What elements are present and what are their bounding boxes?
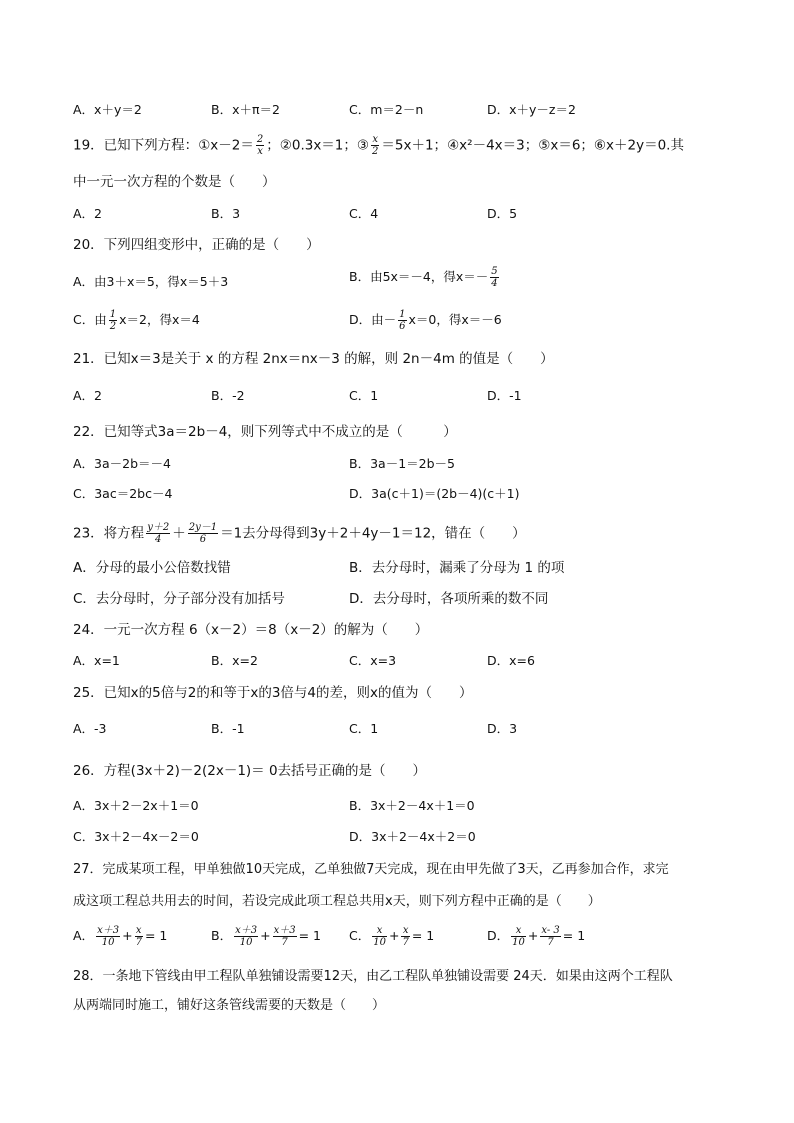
q18-option-b: B．x＋π＝2 (211, 102, 280, 117)
q21-option-b: B．-2 (211, 388, 245, 403)
q20-option-b-text: B．由5x＝－4，得x＝－ (349, 269, 489, 284)
q21-option-a: A．2 (73, 388, 103, 403)
q27-option-a-denominator-2: 7 (135, 937, 142, 948)
q27-option-a-numerator-1: x＋3 (97, 925, 120, 936)
q27-option-b-numerator-2: x＋3 (273, 925, 296, 936)
q27-option-c-denominator-1: 10 (373, 937, 386, 948)
q20-option-c-lead: C．由 (73, 312, 107, 327)
q27-option-b-denominator-2: 7 (281, 937, 288, 948)
q27-option-c-plus: + (388, 928, 400, 943)
q27-option-a-plus: + (122, 928, 133, 943)
q24-option-d: D．x=6 (487, 653, 535, 668)
q20-option-c (73, 309, 200, 332)
q20-stem: 20．下列四组变形中，正确的是（ ） (73, 237, 320, 253)
q20-option-d-numerator: 1 (399, 309, 406, 320)
q20-option-d-lead: D．由－ (349, 312, 397, 327)
q25-stem: 25．已知x的5倍与2的和等于x的3倍与4的差，则x的值为（ ） (73, 685, 473, 701)
q21-option-c: C．1 (349, 388, 379, 403)
q20-option-b-numerator: 5 (491, 266, 498, 277)
q19-eq3-fraction (371, 134, 379, 157)
q27-option-a-fraction-1 (96, 925, 120, 948)
q18-option-a: A．x＋y＝2 (73, 102, 142, 117)
q27-option-d (487, 925, 585, 948)
q27-option-a (73, 925, 167, 948)
q19-eq1-fraction (256, 134, 264, 157)
q19-eq3-rest: ＝5x＋1； (381, 137, 448, 154)
q26-option-b: B．3x＋2－4x＋1＝0 (349, 798, 475, 813)
q27-option-b-fraction-2 (273, 925, 297, 948)
q21-option-d: D．-1 (487, 388, 522, 403)
q25-option-a: A．-3 (73, 721, 107, 736)
q19-option-a: A．2 (73, 206, 103, 221)
q20-option-d-rest: x＝0，得x＝－6 (408, 312, 502, 327)
q27-option-c (349, 925, 434, 948)
q27-option-b-numerator-1: x＋3 (235, 925, 258, 936)
q19-eq2: ②0.3x＝1； (279, 137, 357, 154)
q24-option-a: A．x=1 (73, 653, 120, 668)
q27-option-b-plus: + (260, 928, 271, 943)
q19-eq4: ④x²－4x＝3； (447, 137, 539, 154)
q19-eq6: ⑥x＋2y＝0.其 (593, 137, 684, 154)
q20-option-b (349, 266, 501, 289)
q23-stem (73, 522, 526, 545)
q23-option-a: A．分母的最小公倍数找错 (73, 560, 231, 576)
q27-option-b-denominator-1: 10 (239, 937, 253, 948)
q27-option-b-fraction-1 (234, 925, 258, 948)
q24-option-c: C．x=3 (349, 653, 397, 668)
q19-eq1-denominator: x (257, 146, 263, 157)
q27-option-a-denominator-1: 10 (101, 937, 115, 948)
q20-option-c-numerator: 1 (109, 309, 117, 320)
q20-option-c-rest: x＝2，得x＝4 (119, 312, 200, 327)
q27-option-d-numerator-2: x- 3 (541, 925, 560, 936)
q27-option-c-numerator-2: x (402, 925, 409, 936)
q20-option-b-fraction (490, 266, 498, 289)
q19-option-b: B．3 (211, 206, 241, 221)
q27-option-d-fraction-1 (511, 925, 526, 948)
q19-stem-line2: 中一元一次方程的个数是（ ） (73, 174, 276, 190)
q27-option-d-denominator-2: 7 (547, 937, 554, 948)
q27-option-b-equals: = 1 (298, 928, 321, 943)
q27-option-c-equals: = 1 (411, 928, 435, 943)
q19-lead: 19．已知下列方程： (73, 137, 199, 154)
q27-option-d-numerator-1: x (511, 925, 526, 937)
q27-option-a-fraction-2 (135, 925, 143, 948)
q27-option-d-equals: = 1 (562, 928, 586, 943)
q24-stem: 24．一元一次方程 6（x－2）＝8（x－2）的解为（ ） (73, 622, 429, 638)
q18-option-d: D．x＋y－z＝2 (487, 102, 576, 117)
q19-eq3-numerator: x (372, 134, 379, 145)
q28-stem-line2: 从两端同时施工，铺好这条管线需要的天数是（ ） (73, 998, 386, 1013)
q26-option-c: C．3x＋2－4x－2＝0 (73, 829, 199, 844)
q21-stem: 21．已知x＝3是关于 x 的方程 2nx＝nx－3 的解，则 2n－4m 的值是（ ） (73, 351, 554, 367)
q27-option-c-numerator-1: x (372, 925, 387, 937)
q22-stem: 22．已知等式3a＝2b－4，则下列等式中不成立的是（ ） (73, 424, 457, 440)
q22-option-b: B．3a－1＝2b－5 (349, 456, 455, 471)
q22-option-c: C．3ac＝2bc－4 (73, 486, 173, 501)
q27-option-c-label: C． (349, 928, 371, 943)
q26-option-a: A．3x＋2－2x＋1＝0 (73, 798, 199, 813)
q22-option-d: D．3a(c＋1)＝(2b－4)(c＋1) (349, 486, 520, 501)
q20-option-a: A．由3＋x＝5，得x＝5＋3 (73, 274, 229, 289)
q23-fraction-1-numerator: y＋2 (147, 522, 170, 533)
q27-option-a-numerator-2: x (135, 925, 142, 936)
q27-stem-line2: 成这项工程总共用去的时间，若设完成此项工程总共用x天，则下列方程中正确的是（ ） (73, 894, 601, 909)
q27-option-d-fraction-2 (540, 925, 560, 948)
q23-fraction-2-numerator: 2y－1 (188, 522, 218, 533)
q27-option-c-fraction-2 (401, 925, 409, 948)
q27-option-c-denominator-2: 7 (402, 937, 409, 948)
q20-option-c-fraction (109, 309, 117, 332)
q23-fraction-2-denominator: 6 (199, 534, 207, 545)
q23-fraction-1 (146, 522, 170, 545)
q27-option-c-fraction-1 (372, 925, 387, 948)
q25-option-c: C．1 (349, 721, 379, 736)
q23-fraction-1-denominator: 4 (155, 534, 162, 545)
q19-eq1: ①x－2＝ (198, 137, 254, 154)
q27-stem-line1: 27．完成某项工程，甲单独做10天完成，乙单独做7天完成，现在由甲先做了3天，乙再参加合作，求完 (73, 862, 669, 877)
q27-option-a-label: A． (73, 928, 95, 943)
q26-option-d: D．3x＋2－4x＋2＝0 (349, 829, 476, 844)
q23-option-d: D．去分母时，各项所乘的数不同 (349, 591, 549, 607)
q28-stem-line1: 28．一条地下管线由甲工程队单独铺设需要12天，由乙工程队单独铺设需要 24天．如果由这两个工程队 (73, 969, 673, 984)
q19-eq3-denominator: 2 (372, 146, 379, 157)
q20-option-b-denominator: 4 (491, 278, 498, 289)
q27-option-d-denominator-1: 10 (512, 937, 525, 948)
q19-option-c: C．4 (349, 206, 379, 221)
q19-option-d: D．5 (487, 206, 518, 221)
q18-option-c: C．m＝2－n (349, 102, 424, 117)
q25-option-b: B．-1 (211, 721, 245, 736)
q23-option-b: B．去分母时，漏乘了分母为 1 的项 (349, 560, 565, 576)
q19-separator: ； (266, 137, 280, 154)
q19-eq5: ⑤x＝6； (538, 137, 594, 154)
q20-option-d-fraction (398, 309, 406, 332)
q19-eq3-marker: ③ (356, 137, 370, 154)
q26-stem: 26．方程(3x＋2)－2(2x－1)＝ 0去括号正确的是（ ） (73, 763, 427, 779)
q23-fraction-2 (188, 522, 218, 545)
q27-option-b-label: B． (211, 928, 233, 943)
q20-option-d (349, 309, 502, 332)
q23-lead: 23．将方程 (73, 525, 145, 542)
q27-option-a-equals: = 1 (144, 928, 168, 943)
q25-option-d: D．3 (487, 721, 518, 736)
q27-option-d-label: D． (487, 928, 510, 943)
q20-option-d-denominator: 6 (399, 321, 406, 332)
q24-option-b: B．x=2 (211, 653, 258, 668)
q23-option-c: C．去分母时，分子部分没有加括号 (73, 591, 285, 607)
q23-plus: ＋ (172, 525, 186, 542)
q19-eq1-numerator: 2 (256, 134, 264, 145)
q20-option-c-denominator: 2 (109, 321, 117, 332)
q27-option-b (211, 925, 321, 948)
q23-rest: ＝1去分母得到3y＋2＋4y－1＝12，错在（ ） (220, 525, 526, 542)
q22-option-a: A．3a－2b＝－4 (73, 456, 172, 471)
q19-stem-line1 (73, 134, 684, 157)
q27-option-d-plus: + (527, 928, 539, 943)
